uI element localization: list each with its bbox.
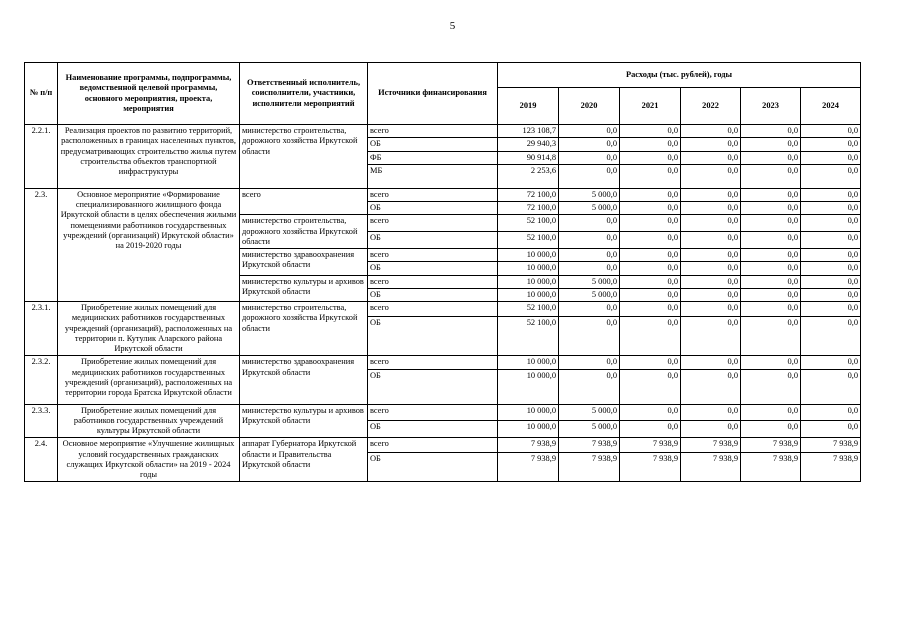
header-year: 2020 [559, 88, 620, 125]
executor: министерство здравоохранения Иркутской области [240, 356, 368, 404]
executor: министерство строительства, дорожного хозяйства Иркутской области [240, 302, 368, 356]
executor: министерство строительства, дорожного хозяйства Иркутской области [240, 125, 368, 189]
expense-value: 0,0 [559, 262, 620, 275]
expense-value: 10 000,0 [498, 369, 559, 404]
executor: всего [240, 188, 368, 215]
expense-value: 0,0 [801, 369, 861, 404]
budget-table [24, 62, 861, 482]
funding-source: ОБ [368, 421, 498, 438]
table-row [25, 404, 861, 421]
expense-value: 5 000,0 [559, 275, 620, 288]
row-number: 2.2.1. [25, 125, 58, 189]
funding-source: ОБ [368, 453, 498, 482]
program-name: Основное мероприятие «Улучшение жилищных условий государственных гражданских служащих Иркутской области» на 2019 - 2024 годы [58, 438, 240, 482]
expense-value: 0,0 [681, 249, 741, 262]
row-number: 2.4. [25, 438, 58, 482]
table-row [25, 302, 861, 317]
expense-value: 0,0 [620, 151, 681, 164]
expense-value: 0,0 [741, 262, 801, 275]
expense-value: 7 938,9 [620, 438, 681, 453]
expense-value: 52 100,0 [498, 316, 559, 355]
expense-value: 0,0 [681, 316, 741, 355]
expense-value: 0,0 [620, 262, 681, 275]
expense-value: 10 000,0 [498, 356, 559, 369]
expense-value: 7 938,9 [498, 438, 559, 453]
expense-value: 0,0 [620, 404, 681, 421]
expense-value: 0,0 [620, 316, 681, 355]
program-name: Приобретение жилых помещений для работников государственных учреждений культуры Иркутской области [58, 404, 240, 438]
expense-value: 0,0 [741, 356, 801, 369]
executor: министерство здравоохранения Иркутской области [240, 249, 368, 276]
expense-value: 0,0 [801, 215, 861, 232]
expense-value: 0,0 [681, 421, 741, 438]
expense-value: 0,0 [801, 125, 861, 138]
expense-value: 0,0 [741, 202, 801, 215]
expense-value: 0,0 [559, 356, 620, 369]
expense-value: 52 100,0 [498, 215, 559, 232]
expense-value: 10 000,0 [498, 275, 559, 288]
expense-value: 7 938,9 [801, 453, 861, 482]
funding-source: ФБ [368, 151, 498, 164]
expense-value: 5 000,0 [559, 288, 620, 301]
expense-value: 0,0 [801, 316, 861, 355]
program-name: Основное мероприятие «Формирование специализированного жилищного фонда Иркутской области в целях обеспечения жилыми помещениями работников государственных учреждений (организаций) Иркутской области» на 2019-2020 годы [58, 188, 240, 301]
expense-value: 10 000,0 [498, 404, 559, 421]
expense-value: 10 000,0 [498, 249, 559, 262]
funding-source: всего [368, 275, 498, 288]
expense-value: 0,0 [741, 369, 801, 404]
expense-value: 0,0 [681, 125, 741, 138]
expense-value: 0,0 [681, 369, 741, 404]
expense-value: 0,0 [681, 262, 741, 275]
expense-value: 0,0 [741, 232, 801, 249]
expense-value: 0,0 [801, 232, 861, 249]
funding-source: ОБ [368, 316, 498, 355]
expense-value: 0,0 [741, 138, 801, 151]
expense-value: 2 253,6 [498, 164, 559, 188]
expense-value: 5 000,0 [559, 202, 620, 215]
expense-value: 0,0 [559, 249, 620, 262]
expense-value: 0,0 [741, 421, 801, 438]
expense-value: 7 938,9 [559, 438, 620, 453]
budget-body [25, 125, 861, 482]
expense-value: 0,0 [620, 249, 681, 262]
expense-value: 0,0 [801, 164, 861, 188]
funding-source: ОБ [368, 369, 498, 404]
expense-value: 7 938,9 [681, 438, 741, 453]
funding-source: всего [368, 302, 498, 317]
expense-value: 0,0 [801, 356, 861, 369]
header-year: 2021 [620, 88, 681, 125]
expense-value: 0,0 [620, 288, 681, 301]
expense-value: 10 000,0 [498, 421, 559, 438]
executor: министерство культуры и архивов Иркутской области [240, 404, 368, 438]
funding-source: всего [368, 125, 498, 138]
header-name: Наименование программы, подпрограммы, ведомственной целевой программы, основного мероприятия, проекта, мероприятия [58, 63, 240, 125]
expense-value: 0,0 [681, 138, 741, 151]
expense-value: 0,0 [620, 302, 681, 317]
row-number: 2.3.1. [25, 302, 58, 356]
expense-value: 0,0 [681, 202, 741, 215]
expense-value: 10 000,0 [498, 262, 559, 275]
expense-value: 0,0 [741, 275, 801, 288]
expense-value: 0,0 [681, 404, 741, 421]
expense-value: 0,0 [741, 125, 801, 138]
funding-source: ОБ [368, 138, 498, 151]
expense-value: 7 938,9 [620, 453, 681, 482]
expense-value: 0,0 [801, 288, 861, 301]
expense-value: 5 000,0 [559, 421, 620, 438]
expense-value: 0,0 [681, 164, 741, 188]
expense-value: 0,0 [801, 151, 861, 164]
expense-value: 0,0 [681, 356, 741, 369]
expense-value: 0,0 [681, 151, 741, 164]
expense-value: 0,0 [559, 302, 620, 317]
expense-value: 0,0 [559, 232, 620, 249]
expense-value: 0,0 [741, 316, 801, 355]
row-number: 2.3.3. [25, 404, 58, 438]
expense-value: 7 938,9 [741, 453, 801, 482]
funding-source: ОБ [368, 288, 498, 301]
funding-source: всего [368, 249, 498, 262]
table-row [25, 356, 861, 369]
page-number: 5 [449, 20, 456, 32]
expense-value: 0,0 [681, 232, 741, 249]
expense-value: 0,0 [681, 215, 741, 232]
expense-value: 0,0 [741, 302, 801, 317]
expense-value: 0,0 [801, 421, 861, 438]
expense-value: 0,0 [681, 275, 741, 288]
executor: министерство культуры и архивов Иркутской области [240, 275, 368, 302]
expense-value: 0,0 [681, 188, 741, 201]
expense-value: 29 940,3 [498, 138, 559, 151]
expense-value: 0,0 [559, 215, 620, 232]
expense-value: 0,0 [741, 188, 801, 201]
header-executor: Ответственный исполнитель, соисполнители, участники, исполнители мероприятий [240, 63, 368, 125]
expense-value: 0,0 [801, 202, 861, 215]
program-name: Приобретение жилых помещений для медицинских работников государственных учреждений (организаций), расположенных на территории города Братска Иркутской области [58, 356, 240, 404]
expense-value: 0,0 [741, 164, 801, 188]
expense-value: 0,0 [559, 138, 620, 151]
expense-value: 0,0 [620, 356, 681, 369]
table-row [25, 188, 861, 201]
expense-value: 0,0 [620, 421, 681, 438]
header-year: 2024 [801, 88, 861, 125]
expense-value: 0,0 [559, 316, 620, 355]
expense-value: 0,0 [801, 302, 861, 317]
expense-value: 0,0 [801, 188, 861, 201]
table-row [25, 125, 861, 138]
expense-value: 52 100,0 [498, 302, 559, 317]
expense-value: 0,0 [620, 202, 681, 215]
expense-value: 0,0 [741, 249, 801, 262]
funding-source: всего [368, 356, 498, 369]
expense-value: 0,0 [559, 125, 620, 138]
expense-value: 7 938,9 [559, 453, 620, 482]
expense-value: 0,0 [620, 188, 681, 201]
expense-value: 123 108,7 [498, 125, 559, 138]
expense-value: 0,0 [620, 232, 681, 249]
expense-value: 0,0 [620, 138, 681, 151]
expense-value: 0,0 [620, 275, 681, 288]
expense-value: 10 000,0 [498, 288, 559, 301]
expense-value: 0,0 [741, 404, 801, 421]
expense-value: 0,0 [801, 275, 861, 288]
expense-value: 0,0 [559, 164, 620, 188]
funding-source: всего [368, 188, 498, 201]
expense-value: 0,0 [620, 125, 681, 138]
expense-value: 0,0 [801, 138, 861, 151]
header-year: 2019 [498, 88, 559, 125]
executor: аппарат Губернатора Иркутской области и Правительства Иркутской области [240, 438, 368, 482]
expense-value: 7 938,9 [498, 453, 559, 482]
funding-source: МБ [368, 164, 498, 188]
expense-value: 7 938,9 [681, 453, 741, 482]
expense-value: 0,0 [559, 369, 620, 404]
funding-source: всего [368, 438, 498, 453]
expense-value: 0,0 [801, 404, 861, 421]
row-number: 2.3. [25, 188, 58, 301]
expense-value: 5 000,0 [559, 404, 620, 421]
expense-value: 7 938,9 [741, 438, 801, 453]
expense-value: 90 914,8 [498, 151, 559, 164]
expense-value: 0,0 [681, 302, 741, 317]
header-year: 2022 [681, 88, 741, 125]
executor: министерство строительства, дорожного хозяйства Иркутской области [240, 215, 368, 249]
expense-value: 7 938,9 [801, 438, 861, 453]
program-name: Реализация проектов по развитию территорий, расположенных в границах населенных пунктов, предусматривающих строительство жилья путем строительства объектов транспортной инфраструктуры [58, 125, 240, 189]
expense-value: 0,0 [801, 262, 861, 275]
funding-source: всего [368, 215, 498, 232]
header-source: Источники финансирования [368, 63, 498, 125]
expense-value: 0,0 [620, 369, 681, 404]
expense-value: 0,0 [620, 164, 681, 188]
header-expenses: Расходы (тыс. рублей), годы [498, 63, 861, 88]
expense-value: 0,0 [681, 288, 741, 301]
funding-source: ОБ [368, 202, 498, 215]
funding-source: ОБ [368, 232, 498, 249]
row-number: 2.3.2. [25, 356, 58, 404]
table-row [25, 438, 861, 453]
expense-value: 52 100,0 [498, 232, 559, 249]
expense-value: 5 000,0 [559, 188, 620, 201]
expense-value: 72 100,0 [498, 202, 559, 215]
expense-value: 0,0 [801, 249, 861, 262]
header-year: 2023 [741, 88, 801, 125]
header-num: № п/п [25, 63, 58, 125]
expense-value: 0,0 [559, 151, 620, 164]
expense-value: 0,0 [741, 215, 801, 232]
expense-value: 72 100,0 [498, 188, 559, 201]
expense-value: 0,0 [741, 151, 801, 164]
expense-value: 0,0 [620, 215, 681, 232]
funding-source: всего [368, 404, 498, 421]
expense-value: 0,0 [741, 288, 801, 301]
program-name: Приобретение жилых помещений для медицинских работников государственных учреждений (организаций), расположенных на территории п. Кутулик Аларского района Иркутской области [58, 302, 240, 356]
funding-source: ОБ [368, 262, 498, 275]
